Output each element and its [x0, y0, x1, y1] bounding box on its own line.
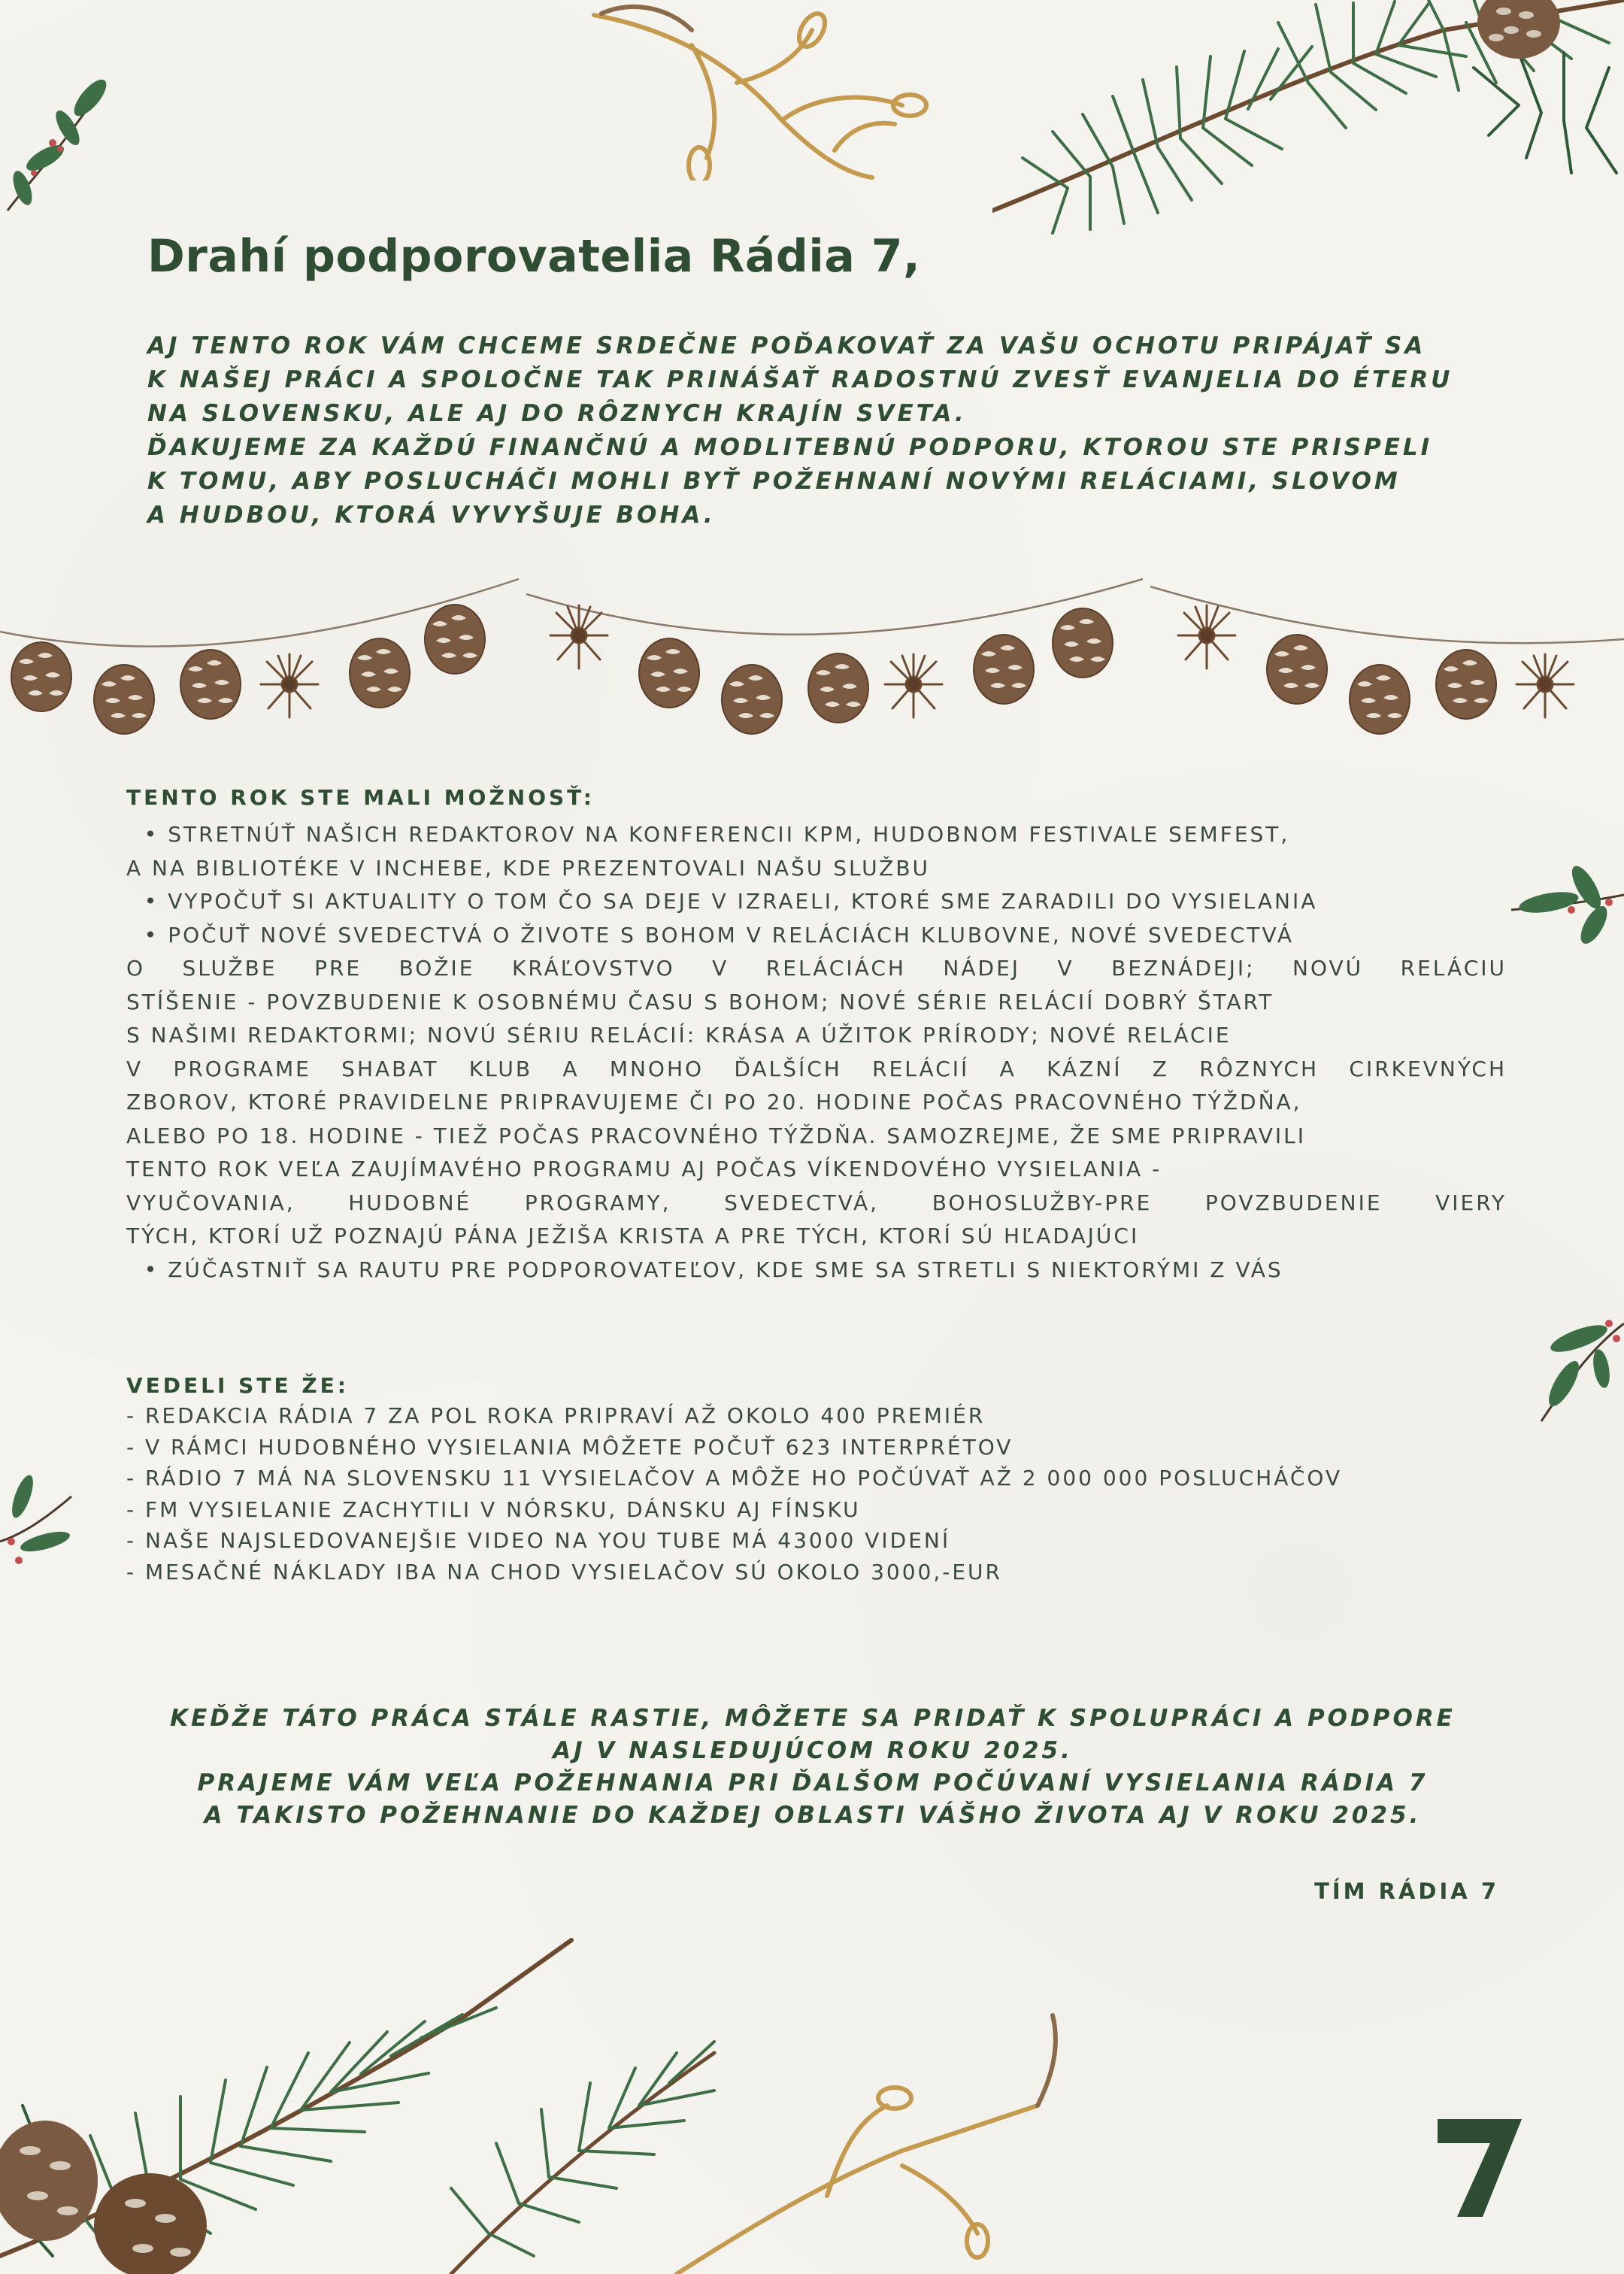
opportunity-line: VYUČOVANIA, HUDOBNÉ PROGRAMY, SVEDECTVÁ, BOHOSLUŽBY-PRE POVZBUDENIE VIERY: [126, 1190, 1507, 1215]
pine-cone-top-right: [1477, 0, 1560, 59]
intro-line: AJ TENTO ROK VÁM CHCEME SRDEČNE POĎAKOVAŤ ZA VAŠU OCHOTU PRIPÁJAŤ SA: [147, 332, 1426, 359]
fact-item: - REDAKCIA RÁDIA 7 ZA POL ROKA PRIPRAVÍ AŽ OKOLO 400 PREMIÉR: [126, 1403, 986, 1428]
opportunities-list: [126, 818, 1507, 1287]
opportunity-line: TENTO ROK VEĽA ZAUJÍMAVÉHO PROGRAMU AJ POČAS VÍKENDOVÉHO VYSIELANIA -: [126, 1157, 1162, 1181]
closing-line: A TAKISTO POŽEHNANIE DO KAŽDEJ OBLASTI VÁŠHO ŽIVOTA AJ V ROKU 2025.: [204, 1802, 1422, 1829]
intro-line: K NAŠEJ PRÁCI A SPOLOČNE TAK PRINÁŠAŤ RADOSTNÚ ZVESŤ EVANJELIA DO ÉTERU: [147, 366, 1453, 393]
fact-item: - MESAČNÉ NÁKLADY IBA NA CHOD VYSIELAČOV SÚ OKOLO 3000,-EUR: [126, 1559, 1002, 1584]
opportunity-line: • STRETNÚŤ NAŠICH REDAKTOROV NA KONFERENCII KPM, HUDOBNOM FESTIVALE SEMFEST,: [126, 822, 1290, 847]
intro-line: NA SLOVENSKU, ALE AJ DO RÔZNYCH KRAJÍN SVETA.: [147, 400, 967, 427]
fact-item: - FM VYSIELANIE ZACHYTILI V NÓRSKU, DÁNSKU AJ FÍNSKU: [126, 1496, 861, 1522]
fact-item: - RÁDIO 7 MÁ NA SLOVENSKU 11 VYSIELAČOV A MÔŽE HO POČÚVAŤ AŽ 2 000 000 POSLUCHÁČOV: [126, 1466, 1343, 1490]
pinecone-garland: [0, 572, 1624, 752]
opportunities-heading: TENTO ROK STE MALI MOŽNOSŤ:: [126, 785, 595, 810]
radio7-logo-icon: [1435, 2115, 1525, 2220]
facts-list: [126, 1400, 1507, 1587]
intro-line: ĎAKUJEME ZA KAŽDÚ FINANČNÚ A MODLITEBNÚ PODPORU, KTOROU STE PRISPELI: [147, 434, 1433, 461]
closing-line: PRAJEME VÁM VEĽA POŽEHNANIA PRI ĎALŠOM POČÚVANÍ VYSIELANIA RÁDIA 7: [197, 1769, 1429, 1796]
fact-item: - NAŠE NAJSLEDOVANEJŠIE VIDEO NA YOU TUBE MÁ 43000 VIDENÍ: [126, 1528, 951, 1553]
gold-branch-top: [586, 0, 1007, 180]
opportunity-line: ALEBO PO 18. HODINE - TIEŽ POČAS PRACOVNÉHO TÝŽDŇA. SAMOZREJME, ŽE SME PRIPRAVILI: [126, 1123, 1306, 1148]
intro-paragraph: [147, 329, 1516, 532]
opportunity-line: • VYPOČUŤ SI AKTUALITY O TOM ČO SA DEJE V IZRAELI, KTORÉ SME ZARADILI DO VYSIELANIA: [126, 889, 1318, 914]
pine-cones-bottom-left: [0, 2121, 207, 2274]
berry-sprig-left: [0, 1466, 75, 1579]
opportunity-line: STÍŠENIE - POVZBUDENIE K OSOBNÉMU ČASU S BOHOM; NOVÉ SÉRIE RELÁCIÍ DOBRÝ ŠTART: [126, 989, 1274, 1014]
pine-branch-bottom-left: [0, 1880, 1068, 2274]
pine-branch-top-right: [992, 0, 1624, 241]
gold-branch-bottom: [677, 2015, 1056, 2274]
opportunity-line: A NA BIBLIOTÉKE V INCHEBE, KDE PREZENTOVALI NAŠU SLUŽBU: [126, 855, 931, 881]
opportunity-line: • POČUŤ NOVÉ SVEDECTVÁ O ŽIVOTE S BOHOM V RELÁCIÁCH KLUBOVNE, NOVÉ SVEDECTVÁ: [126, 922, 1295, 948]
opportunity-line: O SLUŽBE PRE BOŽIE KRÁĽOVSTVO V RELÁCIÁCH NÁDEJ V BEZNÁDEJI; NOVÚ RELÁCIU: [126, 956, 1507, 981]
opportunity-line: • ZÚČASTNIŤ SA RAUTU PRE PODPOROVATEĽOV, KDE SME SA STRETLI S NIEKTORÝMI Z VÁS: [126, 1257, 1283, 1282]
closing-line: KEĎŽE TÁTO PRÁCA STÁLE RASTIE, MÔŽETE SA PRIDAŤ K SPOLUPRÁCI A PODPORE: [170, 1705, 1456, 1732]
opportunity-line: ZBOROV, KTORÉ PRAVIDELNE PRIPRAVUJEME ČI PO 20. HODINE POČAS PRACOVNÉHO TÝŽDŇA,: [126, 1090, 1302, 1114]
facts-heading: VEDELI STE ŽE:: [126, 1373, 349, 1398]
intro-line: A HUDBOU, KTORÁ VYVYŠUJE BOHA.: [147, 502, 716, 529]
berry-sprig-right-1: [1504, 857, 1624, 955]
closing-line: AJ V NASLEDUJÚCOM ROKU 2025.: [553, 1737, 1073, 1764]
opportunity-line: S NAŠIMI REDAKTORMI; NOVÚ SÉRIU RELÁCIÍ: KRÁSA A ÚŽITOK PRÍRODY; NOVÉ RELÁCIE: [126, 1023, 1232, 1048]
signature: TÍM RÁDIA 7: [1314, 1878, 1499, 1904]
closing-paragraph: [147, 1702, 1478, 1832]
intro-line: K TOMU, ABY POSLUCHÁČI MOHLI BYŤ POŽEHNANÍ NOVÝMI RELÁCIAMI, SLOVOM: [147, 468, 1401, 495]
opportunity-line: V PROGRAME SHABAT KLUB A MNOHO ĎALŠÍCH RELÁCIÍ A KÁZNÍ Z RÔZNYCH CIRKEVNÝCH: [126, 1056, 1507, 1081]
letter-title: Drahí podporovatelia Rádia 7,: [147, 230, 921, 283]
opportunity-line: TÝCH, KTORÍ UŽ POZNAJÚ PÁNA JEŽIŠA KRISTA A PRE TÝCH, KTORÍ SÚ HĽADAJÚCI: [126, 1223, 1140, 1248]
berry-sprig-top-left: [0, 68, 120, 218]
fact-item: - V RÁMCI HUDOBNÉHO VYSIELANIA MÔŽETE POČUŤ 623 INTERPRÉTOV: [126, 1434, 1013, 1460]
berry-sprig-right-2: [1526, 1308, 1624, 1429]
